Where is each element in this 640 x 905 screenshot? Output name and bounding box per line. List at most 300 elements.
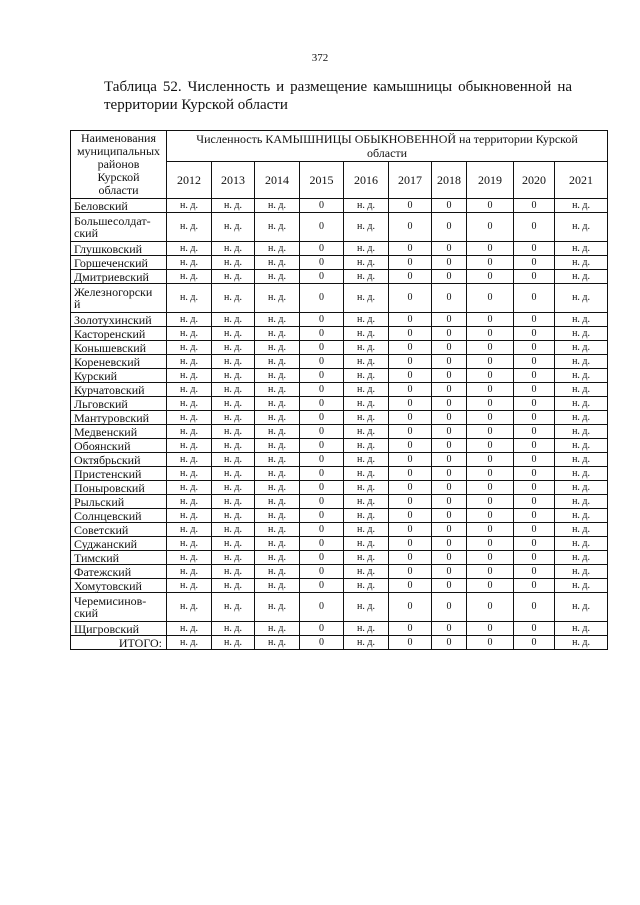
value-cell: 0 [514, 213, 555, 242]
value-cell: н. д. [555, 383, 608, 397]
value-cell: н. д. [212, 453, 255, 467]
value-cell: н. д. [167, 313, 212, 327]
value-cell: н. д. [212, 341, 255, 355]
district-name [71, 411, 167, 425]
value-cell: н. д. [344, 213, 389, 242]
value-cell: н. д. [555, 355, 608, 369]
district-name-line: Солнцевский [74, 508, 142, 523]
value-cell: н. д. [344, 551, 389, 565]
value-cell: 0 [389, 397, 432, 411]
value-cell: н. д. [344, 579, 389, 593]
value-cell: 0 [432, 284, 467, 313]
district-name [71, 242, 167, 256]
value-cell: н. д. [555, 242, 608, 256]
district-name [71, 284, 167, 313]
value-cell: 0 [432, 636, 467, 650]
table-row [71, 256, 608, 270]
value-cell: н. д. [344, 341, 389, 355]
value-cell: 0 [432, 369, 467, 383]
value-cell: 0 [514, 579, 555, 593]
district-name [71, 425, 167, 439]
table-row [71, 509, 608, 523]
value-cell: 0 [389, 256, 432, 270]
value-cell: н. д. [344, 425, 389, 439]
row-header-line: Курской [97, 170, 140, 184]
value-cell: 0 [300, 355, 344, 369]
value-cell: н. д. [344, 411, 389, 425]
value-cell: н. д. [555, 551, 608, 565]
district-name-line: Медвенский [74, 424, 138, 439]
value-cell: н. д. [167, 327, 212, 341]
district-name [71, 523, 167, 537]
value-cell: 0 [389, 213, 432, 242]
value-cell: 0 [432, 242, 467, 256]
value-cell: 0 [467, 509, 514, 523]
district-name-line: Черемисинов- [74, 594, 147, 608]
district-name [71, 213, 167, 242]
total-row [71, 636, 608, 650]
table-row [71, 467, 608, 481]
table-row [71, 495, 608, 509]
value-cell: 0 [514, 439, 555, 453]
table-row [71, 199, 608, 213]
value-cell: 0 [389, 467, 432, 481]
value-cell: н. д. [212, 523, 255, 537]
value-cell: 0 [514, 341, 555, 355]
value-cell: н. д. [555, 622, 608, 636]
value-cell: 0 [432, 453, 467, 467]
value-cell: 0 [467, 256, 514, 270]
value-cell: 0 [432, 313, 467, 327]
value-cell: 0 [389, 636, 432, 650]
year-header: 2021 [555, 162, 608, 199]
district-name [71, 495, 167, 509]
value-cell: н. д. [212, 481, 255, 495]
value-cell: н. д. [555, 481, 608, 495]
district-name [71, 341, 167, 355]
value-cell: 0 [389, 523, 432, 537]
value-cell: н. д. [167, 579, 212, 593]
value-cell: н. д. [255, 453, 300, 467]
table-row [71, 537, 608, 551]
table-row [71, 551, 608, 565]
district-name [71, 270, 167, 284]
value-cell: н. д. [212, 199, 255, 213]
value-cell: 0 [300, 523, 344, 537]
district-name [71, 551, 167, 565]
table-row [71, 355, 608, 369]
value-cell: 0 [389, 439, 432, 453]
district-name [71, 397, 167, 411]
value-cell: 0 [432, 397, 467, 411]
district-name-line: Касторенский [74, 326, 146, 341]
value-cell: н. д. [344, 313, 389, 327]
value-cell: н. д. [167, 523, 212, 537]
row-header-line: области [98, 183, 139, 197]
value-cell: н. д. [555, 425, 608, 439]
district-name [71, 622, 167, 636]
value-cell: 0 [514, 242, 555, 256]
value-cell: 0 [514, 270, 555, 284]
district-name-line: Курчатовский [74, 382, 145, 397]
district-name-line: Железногорски [74, 285, 153, 299]
value-cell: н. д. [167, 453, 212, 467]
value-cell: 0 [432, 467, 467, 481]
value-cell: н. д. [212, 425, 255, 439]
value-cell: н. д. [255, 369, 300, 383]
value-cell: 0 [300, 509, 344, 523]
value-cell: н. д. [344, 467, 389, 481]
value-cell: 0 [432, 213, 467, 242]
value-cell: 0 [514, 256, 555, 270]
value-cell: 0 [300, 636, 344, 650]
district-name [71, 481, 167, 495]
district-name-line: Горшеченский [74, 255, 148, 270]
value-cell: 0 [514, 523, 555, 537]
value-cell: 0 [514, 495, 555, 509]
table-row [71, 579, 608, 593]
year-header: 2014 [255, 162, 300, 199]
value-cell: н. д. [212, 509, 255, 523]
value-cell: 0 [389, 453, 432, 467]
value-cell: 0 [300, 425, 344, 439]
district-name-line: Мантуровский [74, 410, 150, 425]
value-cell: н. д. [344, 509, 389, 523]
value-cell: 0 [389, 509, 432, 523]
value-cell: н. д. [167, 537, 212, 551]
value-cell: 0 [432, 509, 467, 523]
value-cell: 0 [389, 270, 432, 284]
value-cell: н. д. [555, 467, 608, 481]
table-row [71, 622, 608, 636]
value-cell: н. д. [344, 565, 389, 579]
value-cell: 0 [389, 369, 432, 383]
value-cell: 0 [432, 199, 467, 213]
district-name [71, 593, 167, 622]
value-cell: 0 [467, 411, 514, 425]
value-cell: 0 [432, 425, 467, 439]
value-cell: 0 [389, 242, 432, 256]
value-cell: н. д. [255, 341, 300, 355]
year-header: 2018 [432, 162, 467, 199]
table-row [71, 327, 608, 341]
value-cell: н. д. [167, 256, 212, 270]
table-row [71, 411, 608, 425]
value-cell: 0 [514, 199, 555, 213]
value-cell: н. д. [344, 270, 389, 284]
value-cell: 0 [389, 341, 432, 355]
value-cell: 0 [432, 523, 467, 537]
value-cell: н. д. [255, 284, 300, 313]
value-cell: н. д. [555, 593, 608, 622]
value-cell: н. д. [212, 256, 255, 270]
value-cell: н. д. [167, 397, 212, 411]
value-cell: н. д. [212, 397, 255, 411]
value-cell: н. д. [212, 537, 255, 551]
value-cell: н. д. [555, 636, 608, 650]
value-cell: 0 [389, 537, 432, 551]
district-name [71, 383, 167, 397]
value-cell: 0 [300, 242, 344, 256]
value-cell: 0 [514, 509, 555, 523]
value-cell: 0 [467, 327, 514, 341]
value-cell: н. д. [167, 270, 212, 284]
district-name [71, 565, 167, 579]
value-cell: 0 [467, 537, 514, 551]
year-header: 2013 [212, 162, 255, 199]
value-cell: н. д. [167, 481, 212, 495]
value-cell: 0 [300, 579, 344, 593]
value-cell: 0 [432, 439, 467, 453]
value-cell: 0 [467, 495, 514, 509]
value-cell: 0 [432, 495, 467, 509]
value-cell: 0 [300, 453, 344, 467]
value-cell: н. д. [344, 453, 389, 467]
value-cell: н. д. [167, 495, 212, 509]
value-cell: 0 [432, 551, 467, 565]
value-cell: 0 [300, 481, 344, 495]
value-cell: 0 [467, 369, 514, 383]
value-cell: н. д. [255, 565, 300, 579]
value-cell: 0 [514, 593, 555, 622]
value-cell: н. д. [167, 509, 212, 523]
value-cell: 0 [389, 425, 432, 439]
table-row [71, 341, 608, 355]
table-row [71, 242, 608, 256]
value-cell: 0 [432, 341, 467, 355]
district-name-line: ский [74, 606, 98, 620]
value-cell: н. д. [212, 495, 255, 509]
value-cell: н. д. [167, 439, 212, 453]
value-cell: 0 [389, 565, 432, 579]
value-cell: н. д. [255, 481, 300, 495]
value-cell: 0 [514, 537, 555, 551]
district-name [71, 439, 167, 453]
value-cell: н. д. [344, 593, 389, 622]
year-header: 2020 [514, 162, 555, 199]
value-cell: 0 [389, 481, 432, 495]
value-cell: 0 [432, 593, 467, 622]
value-cell: н. д. [212, 284, 255, 313]
value-cell: н. д. [212, 313, 255, 327]
district-name: ИТОГО: [71, 636, 167, 650]
value-cell: 0 [432, 327, 467, 341]
value-cell: н. д. [167, 383, 212, 397]
value-cell: н. д. [255, 256, 300, 270]
value-cell: 0 [432, 270, 467, 284]
district-name [71, 313, 167, 327]
value-cell: 0 [467, 593, 514, 622]
value-cell: н. д. [212, 579, 255, 593]
value-cell: 0 [300, 270, 344, 284]
value-cell: 0 [300, 551, 344, 565]
value-cell: н. д. [255, 537, 300, 551]
table-row [71, 439, 608, 453]
value-cell: 0 [514, 383, 555, 397]
value-cell: н. д. [555, 495, 608, 509]
value-cell: 0 [467, 467, 514, 481]
value-cell: н. д. [167, 213, 212, 242]
district-name [71, 256, 167, 270]
value-cell: н. д. [255, 411, 300, 425]
value-cell: н. д. [255, 425, 300, 439]
value-cell: н. д. [167, 425, 212, 439]
value-cell: н. д. [255, 270, 300, 284]
value-cell: 0 [389, 495, 432, 509]
value-cell: 0 [467, 355, 514, 369]
value-cell: 0 [467, 425, 514, 439]
value-cell: н. д. [255, 551, 300, 565]
value-cell: 0 [300, 537, 344, 551]
value-cell: 0 [300, 383, 344, 397]
value-cell: н. д. [255, 509, 300, 523]
value-cell: н. д. [344, 355, 389, 369]
value-cell: 0 [514, 481, 555, 495]
value-cell: н. д. [167, 199, 212, 213]
value-cell: н. д. [255, 636, 300, 650]
value-cell: н. д. [555, 523, 608, 537]
value-cell: 0 [467, 439, 514, 453]
value-cell: 0 [300, 397, 344, 411]
value-cell: н. д. [555, 213, 608, 242]
value-cell: 0 [432, 383, 467, 397]
value-cell: н. д. [212, 467, 255, 481]
district-name [71, 199, 167, 213]
value-cell: н. д. [255, 242, 300, 256]
value-cell: н. д. [344, 636, 389, 650]
table-row [71, 313, 608, 327]
value-cell: 0 [432, 256, 467, 270]
value-cell: 0 [300, 284, 344, 313]
value-cell: н. д. [255, 439, 300, 453]
value-cell: н. д. [255, 397, 300, 411]
district-name-line: Большесолдат- [74, 214, 151, 228]
value-cell: н. д. [344, 284, 389, 313]
value-cell: 0 [467, 622, 514, 636]
value-cell: 0 [432, 622, 467, 636]
district-name [71, 453, 167, 467]
district-name-line: Пристенский [74, 466, 142, 481]
district-name-line: Хомутовский [74, 578, 142, 593]
value-cell: н. д. [344, 523, 389, 537]
district-name [71, 537, 167, 551]
row-header-cell [71, 131, 167, 199]
population-header-line: Численность КАМЫШНИЦЫ ОБЫКНОВЕННОЙ на территории Курской [196, 132, 578, 146]
district-name-line: Поныровский [74, 480, 145, 495]
row-header-line: районов [97, 157, 140, 171]
value-cell: н. д. [555, 453, 608, 467]
table-body [71, 199, 608, 650]
district-name [71, 327, 167, 341]
value-cell: 0 [467, 313, 514, 327]
value-cell: н. д. [555, 369, 608, 383]
value-cell: 0 [432, 481, 467, 495]
value-cell: н. д. [555, 327, 608, 341]
value-cell: н. д. [167, 467, 212, 481]
value-cell: 0 [300, 199, 344, 213]
table-caption [104, 78, 572, 114]
value-cell: н. д. [212, 622, 255, 636]
value-cell: н. д. [255, 327, 300, 341]
value-cell: 0 [389, 411, 432, 425]
value-cell: н. д. [555, 509, 608, 523]
value-cell: 0 [467, 270, 514, 284]
district-name-line: Обоянский [74, 438, 131, 453]
population-table [70, 130, 608, 650]
district-name-line: Фатежский [74, 564, 132, 579]
value-cell: н. д. [167, 565, 212, 579]
value-cell: н. д. [555, 565, 608, 579]
value-cell: н. д. [344, 397, 389, 411]
value-cell: 0 [432, 355, 467, 369]
year-header: 2012 [167, 162, 212, 199]
value-cell: н. д. [555, 270, 608, 284]
value-cell: н. д. [212, 270, 255, 284]
value-cell: н. д. [255, 523, 300, 537]
table-row [71, 565, 608, 579]
district-name [71, 467, 167, 481]
value-cell: 0 [514, 355, 555, 369]
value-cell: н. д. [212, 565, 255, 579]
value-cell: н. д. [255, 213, 300, 242]
value-cell: 0 [300, 327, 344, 341]
value-cell: 0 [467, 481, 514, 495]
district-name-line: Суджанский [74, 536, 138, 551]
value-cell: 0 [514, 411, 555, 425]
value-cell: 0 [300, 467, 344, 481]
value-cell: н. д. [167, 284, 212, 313]
value-cell: 0 [514, 327, 555, 341]
value-cell: 0 [467, 213, 514, 242]
value-cell: н. д. [167, 341, 212, 355]
district-name-line: Льговский [74, 396, 128, 411]
value-cell: 0 [514, 313, 555, 327]
value-cell: 0 [467, 636, 514, 650]
value-cell: 0 [467, 242, 514, 256]
value-cell: 0 [514, 565, 555, 579]
table-row [71, 213, 608, 242]
district-name-line: Глушковский [74, 241, 143, 256]
district-name-line: Тимский [74, 550, 120, 565]
value-cell: н. д. [167, 242, 212, 256]
caption-line-1: Таблица 52. Численность и размещение камышницы обыкновенной на [104, 79, 572, 95]
table-row [71, 523, 608, 537]
value-cell: н. д. [212, 369, 255, 383]
value-cell: 0 [300, 313, 344, 327]
value-cell: н. д. [555, 411, 608, 425]
district-name-line: Золотухинский [74, 312, 152, 327]
district-name [71, 369, 167, 383]
value-cell: 0 [300, 256, 344, 270]
value-cell: 0 [389, 551, 432, 565]
district-name-line: Курский [74, 368, 118, 383]
district-name [71, 509, 167, 523]
value-cell: н. д. [344, 495, 389, 509]
value-cell: н. д. [555, 397, 608, 411]
value-cell: н. д. [255, 355, 300, 369]
value-cell: 0 [467, 397, 514, 411]
value-cell: н. д. [555, 256, 608, 270]
value-cell: н. д. [344, 481, 389, 495]
district-name-line: Рыльский [74, 494, 125, 509]
caption-line-2: территории Курской области [104, 97, 288, 113]
table-row [71, 593, 608, 622]
value-cell: н. д. [212, 551, 255, 565]
value-cell: н. д. [167, 622, 212, 636]
value-cell: н. д. [167, 551, 212, 565]
district-name-line: й [74, 297, 81, 311]
table-row [71, 270, 608, 284]
